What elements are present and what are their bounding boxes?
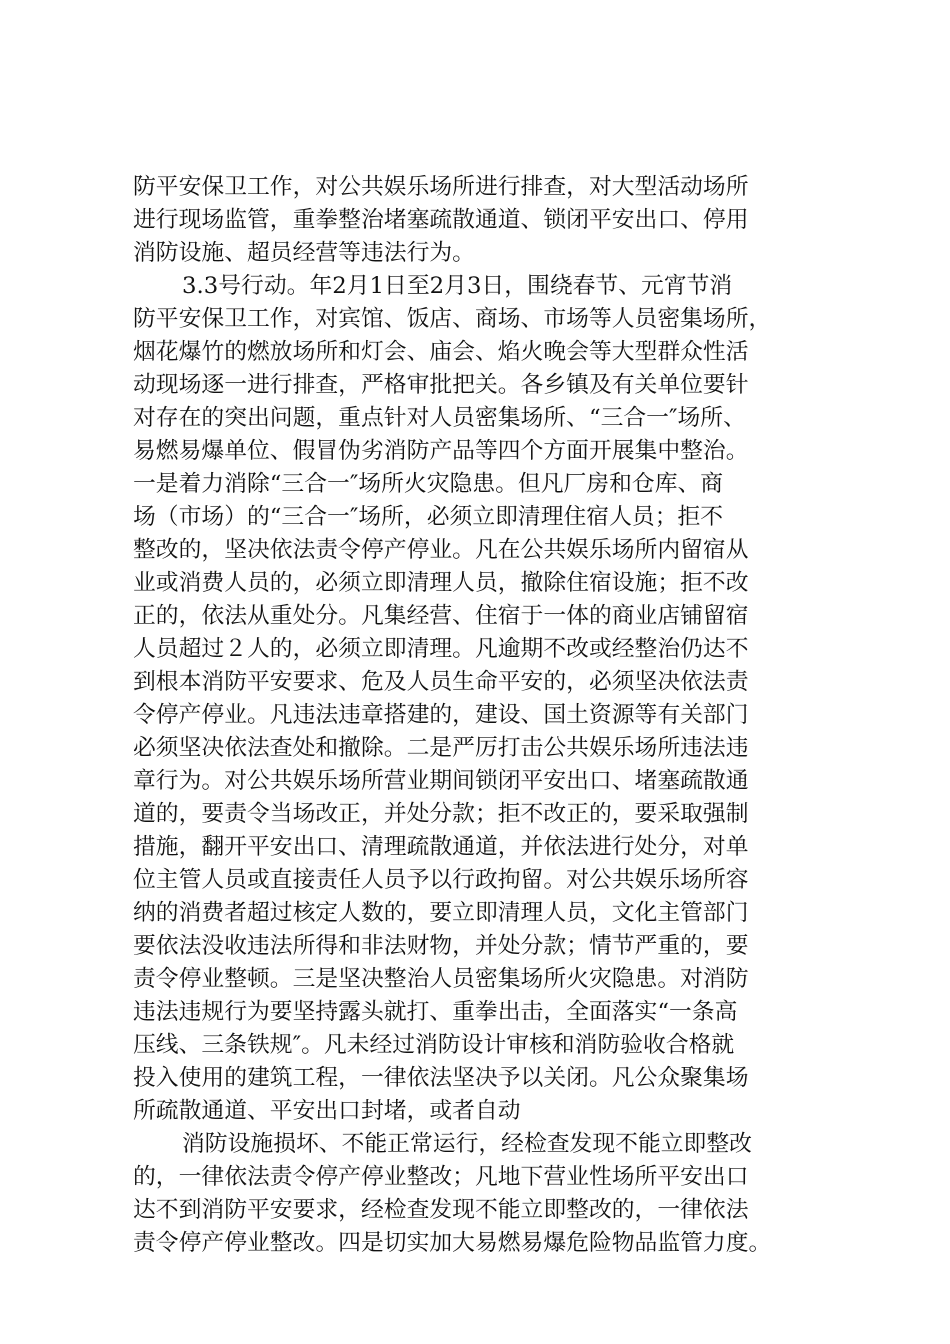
- text-line: 达不到消防平安要求，经检查发现不能立即整改的，一律依法: [133, 1197, 749, 1223]
- text-line: 的，一律依法责令停产停业整改；凡地下营业性场所平安出口: [133, 1164, 749, 1190]
- text-line: 一是着力消除“三合一″场所火灾隐患。但凡厂房和仓库、商: [133, 471, 724, 497]
- text-line: 投入使用的建筑工程，一律依法坚决予以关闭。凡公众聚集场: [133, 1065, 749, 1091]
- text-line: 要依法没收违法所得和非法财物，并处分款；情节严重的，要: [133, 933, 749, 959]
- text-line: 令停产停业。凡违法违章搭建的，建设、国土资源等有关部门: [133, 702, 749, 728]
- text-line: 对存在的突出问题，重点针对人员密集场所、“三合一″场所、: [133, 405, 746, 431]
- text-line: 消防设施损坏、不能正常运行，经检查发现不能立即整改: [182, 1131, 752, 1157]
- text-line: 动现场逐一进行排查，严格审批把关。各乡镇及有关单位要针: [133, 372, 749, 398]
- text-line: 业或消费人员的，必须立即清理人员，撤除住宿设施；拒不改: [133, 570, 749, 596]
- text-line: 3.3号行动。年2月1日至2月3日，围绕春节、元宵节消: [182, 273, 733, 299]
- text-line: 措施，翻开平安出口、清理疏散通道，并依法进行处分，对单: [133, 834, 749, 860]
- text-line: 责令停产停业整改。四是切实加大易燃易爆危险物品监管力度。: [133, 1230, 772, 1256]
- text-line: 烟花爆竹的燃放场所和灯会、庙会、焰火晚会等大型群众性活: [133, 339, 749, 365]
- text-line: 纳的消费者超过核定人数的，要立即清理人员，文化主管部门: [133, 900, 749, 926]
- text-line: 责令停业整顿。三是坚决整治人员密集场所火灾隐患。对消防: [133, 966, 749, 992]
- text-line: 压线、三条铁规″。凡未经过消防设计审核和消防验收合格就: [133, 1032, 735, 1058]
- text-line: 到根本消防平安要求、危及人员生命平安的，必须坚决依法责: [133, 669, 749, 695]
- text-line: 防平安保卫工作，对宾馆、饭店、商场、市场等人员密集场所，: [133, 306, 772, 332]
- text-line: 位主管人员或直接责任人员予以行政拘留。对公共娱乐场所容: [133, 867, 749, 893]
- text-line: 所疏散通道、平安出口封堵，或者自动: [133, 1098, 521, 1124]
- text-line: 防平安保卫工作，对公共娱乐场所进行排查，对大型活动场所: [133, 174, 749, 200]
- text-line: 消防设施、超员经营等违法行为。: [133, 240, 475, 266]
- text-line: 道的，要责令当场改正，并处分款；拒不改正的，要采取强制: [133, 801, 749, 827]
- text-line: 易燃易爆单位、假冒伪劣消防产品等四个方面开展集中整治。: [133, 438, 749, 464]
- text-line: 章行为。对公共娱乐场所营业期间锁闭平安出口、堵塞疏散通: [133, 768, 749, 794]
- text-line: 人员超过２人的，必须立即清理。凡逾期不改或经整治仍达不: [133, 636, 749, 662]
- text-line: 进行现场监管，重拳整治堵塞疏散通道、锁闭平安出口、停用: [133, 207, 749, 233]
- text-line: 违法违规行为要坚持露头就打、重拳出击，全面落实“一条高: [133, 999, 738, 1025]
- text-line: 场（市场）的“三合一″场所，必须立即清理住宿人员；拒不: [133, 504, 724, 530]
- text-line: 必须坚决依法查处和撤除。二是严厉打击公共娱乐场所违法违: [133, 735, 749, 761]
- text-line: 正的，依法从重处分。凡集经营、住宿于一体的商业店铺留宿: [133, 603, 749, 629]
- text-line: 整改的，坚决依法责令停产停业。凡在公共娱乐场所内留宿从: [133, 537, 749, 563]
